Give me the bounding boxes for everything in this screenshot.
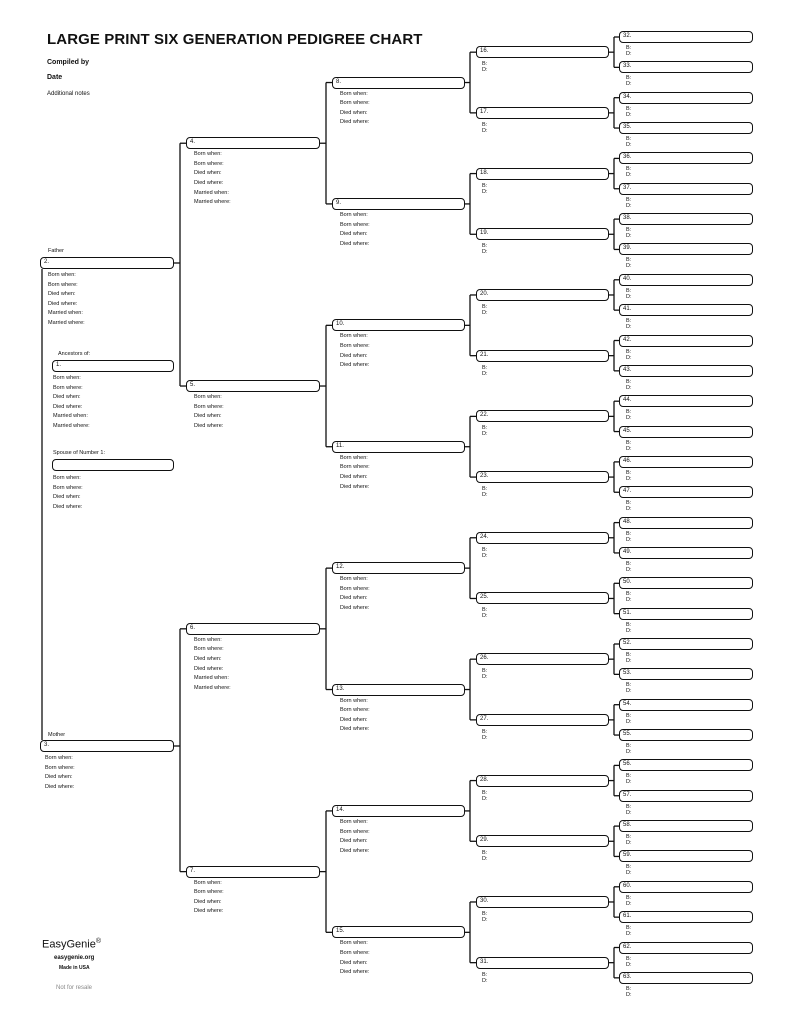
- person-box-7[interactable]: 7.: [186, 866, 320, 878]
- person-box-33[interactable]: 33.: [619, 61, 753, 73]
- field-label-married-where: Married where:: [194, 684, 231, 691]
- d-label: D:: [626, 779, 632, 786]
- b-label: B:: [482, 364, 488, 371]
- d-label: D:: [482, 734, 488, 741]
- b-label: B:: [626, 682, 632, 689]
- b-label: B:: [482, 546, 488, 553]
- field-label-died-where: Died where:: [340, 483, 370, 490]
- person-box-36[interactable]: 36.: [619, 152, 753, 164]
- d-label: D:: [626, 840, 632, 847]
- field-label-died-when: Died when:: [340, 716, 368, 723]
- b-label: B:: [482, 61, 488, 68]
- field-label-died-when: Died when:: [340, 109, 368, 116]
- field-label-died-where: Died where:: [340, 119, 370, 126]
- mother-label: Mother: [48, 732, 66, 738]
- person-box-48[interactable]: 48.: [619, 517, 753, 529]
- field-label-died-where: Died where:: [53, 403, 83, 410]
- person-box-12[interactable]: 12.: [332, 562, 465, 574]
- b-label: B:: [482, 971, 488, 978]
- field-label-died-where: Died where:: [340, 240, 370, 247]
- person-box-31[interactable]: 31.: [476, 957, 609, 969]
- b-label: B:: [626, 500, 632, 507]
- b-label: B:: [626, 196, 632, 203]
- d-label: D:: [626, 384, 632, 391]
- person-box-5[interactable]: 5.: [186, 380, 320, 392]
- d-label: D:: [626, 81, 632, 88]
- field-label-born-when: Born when:: [194, 636, 222, 643]
- person-box-26[interactable]: 26.: [476, 653, 609, 665]
- person-box-28[interactable]: 28.: [476, 775, 609, 787]
- b-label: B:: [626, 287, 632, 294]
- person-box-38[interactable]: 38.: [619, 213, 753, 225]
- brand-logo: EasyGenie®: [42, 938, 101, 951]
- d-label: D:: [482, 674, 488, 681]
- d-label: D:: [626, 111, 632, 118]
- person-box-27[interactable]: 27.: [476, 714, 609, 726]
- b-label: B:: [626, 227, 632, 234]
- person-box-59[interactable]: 59.: [619, 850, 753, 862]
- d-label: D:: [482, 492, 488, 499]
- person-box-13[interactable]: 13.: [332, 684, 465, 696]
- additional-notes-label: Additional notes: [47, 91, 90, 97]
- d-label: D:: [626, 263, 632, 270]
- person-box-18[interactable]: 18.: [476, 168, 609, 180]
- b-label: B:: [626, 105, 632, 112]
- person-box-47[interactable]: 47.: [619, 486, 753, 498]
- field-label-born-where: Born where:: [53, 484, 83, 491]
- field-label-born-where: Born where:: [194, 160, 224, 167]
- field-label-born-when: Born when:: [340, 576, 368, 583]
- person-box-40[interactable]: 40.: [619, 274, 753, 286]
- person-box-34[interactable]: 34.: [619, 92, 753, 104]
- d-label: D:: [482, 977, 488, 984]
- b-label: B:: [626, 45, 632, 51]
- b-label: B:: [482, 121, 488, 128]
- field-label-died-when: Died when:: [194, 170, 222, 177]
- field-label-married-when: Married when:: [48, 310, 83, 317]
- b-label: B:: [626, 75, 632, 82]
- d-label: D:: [482, 370, 488, 377]
- person-box-32[interactable]: 32.: [619, 31, 753, 43]
- d-label: D:: [482, 795, 488, 802]
- person-box-51[interactable]: 51.: [619, 608, 753, 620]
- person-box-11[interactable]: 11.: [332, 441, 465, 453]
- field-label-born-where: Born where:: [340, 828, 370, 835]
- b-label: B:: [482, 425, 488, 432]
- field-label-born-when: Born when:: [194, 879, 222, 886]
- person-box-4[interactable]: 4.: [186, 137, 320, 149]
- person-box-15[interactable]: 15.: [332, 926, 465, 938]
- field-label-died-where: Died where:: [194, 908, 224, 915]
- b-label: B:: [482, 486, 488, 493]
- b-label: B:: [482, 668, 488, 675]
- b-label: B:: [482, 789, 488, 796]
- d-label: D:: [626, 931, 632, 938]
- d-label: D:: [626, 475, 632, 482]
- d-label: D:: [626, 597, 632, 604]
- field-label-born-where: Born where:: [45, 764, 75, 771]
- d-label: D:: [626, 415, 632, 422]
- field-label-born-where: Born where:: [340, 464, 370, 471]
- d-label: D:: [626, 961, 632, 968]
- person-box-14[interactable]: 14.: [332, 805, 465, 817]
- field-label-died-when: Died when:: [45, 774, 73, 781]
- b-label: B:: [626, 955, 632, 962]
- d-label: D:: [482, 67, 488, 74]
- b-label: B:: [482, 850, 488, 857]
- b-label: B:: [626, 773, 632, 780]
- field-label-born-when: Born when:: [48, 272, 76, 278]
- b-label: B:: [626, 469, 632, 476]
- b-label: B:: [482, 303, 488, 310]
- field-label-died-when: Died when:: [53, 394, 81, 401]
- d-label: D:: [482, 916, 488, 923]
- page-title: LARGE PRINT SIX GENERATION PEDIGREE CHART: [47, 31, 423, 48]
- b-label: B:: [626, 743, 632, 750]
- b-label: B:: [626, 378, 632, 385]
- field-label-born-where: Born where:: [340, 342, 370, 349]
- d-label: D:: [626, 991, 632, 998]
- person-box-6[interactable]: 6.: [186, 623, 320, 635]
- person-box-10[interactable]: 10.: [332, 319, 465, 331]
- field-label-married-when: Married when:: [194, 675, 229, 682]
- field-label-born-where: Born where:: [340, 221, 370, 228]
- field-label-died-when: Died when:: [340, 838, 368, 845]
- field-label-died-when: Died when:: [340, 595, 368, 602]
- d-label: D:: [626, 870, 632, 877]
- person-box-56[interactable]: 56.: [619, 759, 753, 771]
- d-label: D:: [482, 613, 488, 620]
- field-label-born-when: Born when:: [53, 375, 81, 381]
- d-label: D:: [482, 188, 488, 195]
- person-box-45[interactable]: 45.: [619, 426, 753, 438]
- person-box-2[interactable]: 2.: [40, 257, 174, 269]
- b-label: B:: [482, 182, 488, 189]
- person-box-1[interactable]: 1.: [52, 360, 174, 372]
- spouse-label: Spouse of Number 1:: [53, 450, 105, 456]
- field-label-born-where: Born where:: [194, 403, 224, 410]
- person-box-43[interactable]: 43.: [619, 365, 753, 377]
- b-label: B:: [482, 607, 488, 614]
- person-box-42[interactable]: 42.: [619, 335, 753, 347]
- field-label-born-when: Born when:: [340, 818, 368, 825]
- b-label: B:: [626, 864, 632, 871]
- field-label-born-where: Born where:: [48, 281, 78, 288]
- field-label-died-where: Died where:: [48, 300, 78, 307]
- d-label: D:: [626, 445, 632, 452]
- brand-url: easygenie.org: [54, 955, 95, 961]
- person-box-17[interactable]: 17.: [476, 107, 609, 119]
- person-box-44[interactable]: 44.: [619, 395, 753, 407]
- ancestors-of-label: Ancestors of:: [58, 351, 91, 357]
- field-label-born-where: Born where:: [340, 100, 370, 107]
- b-label: B:: [626, 409, 632, 416]
- d-label: D:: [626, 354, 632, 361]
- made-in-label: Made in USA: [59, 965, 90, 971]
- d-label: D:: [626, 293, 632, 300]
- field-label-died-where: Died where:: [340, 847, 370, 854]
- b-label: B:: [626, 621, 632, 628]
- date-label: Date: [47, 74, 63, 81]
- field-label-died-when: Died when:: [340, 959, 368, 966]
- b-label: B:: [626, 925, 632, 932]
- b-label: B:: [626, 257, 632, 264]
- d-label: D:: [626, 658, 632, 664]
- person-box-37[interactable]: 37.: [619, 183, 753, 195]
- field-label-died-where: Died where:: [340, 362, 370, 369]
- spouse-box[interactable]: [52, 459, 174, 471]
- field-label-died-when: Died when:: [340, 473, 368, 480]
- field-label-died-when: Died when:: [340, 231, 368, 238]
- b-label: B:: [626, 834, 632, 841]
- person-box-39[interactable]: 39.: [619, 243, 753, 255]
- d-label: D:: [626, 749, 632, 756]
- d-label: D:: [626, 172, 632, 179]
- person-box-21[interactable]: 21.: [476, 350, 609, 362]
- field-label-born-where: Born where:: [53, 384, 83, 391]
- b-label: B:: [626, 439, 632, 446]
- field-label-married-where: Married where:: [53, 423, 90, 429]
- d-label: D:: [626, 688, 632, 695]
- field-label-died-where: Died where:: [53, 503, 83, 510]
- person-box-60[interactable]: 60.: [619, 881, 753, 893]
- person-box-55[interactable]: 55.: [619, 729, 753, 741]
- field-label-died-where: Died where:: [194, 422, 224, 429]
- b-label: B:: [626, 712, 632, 719]
- field-label-born-where: Born where:: [340, 949, 370, 956]
- person-box-29[interactable]: 29.: [476, 835, 609, 847]
- person-box-50[interactable]: 50.: [619, 577, 753, 589]
- person-box-61[interactable]: 61.: [619, 911, 753, 923]
- d-label: D:: [482, 127, 488, 134]
- field-label-born-when: Born when:: [53, 475, 81, 481]
- person-box-30[interactable]: 30.: [476, 896, 609, 908]
- b-label: B:: [482, 910, 488, 917]
- field-label-died-where: Died where:: [45, 783, 75, 790]
- field-label-born-where: Born where:: [340, 585, 370, 592]
- person-box-62[interactable]: 62.: [619, 942, 753, 954]
- d-label: D:: [482, 431, 488, 438]
- d-label: D:: [482, 249, 488, 256]
- b-label: B:: [626, 166, 632, 173]
- person-box-22[interactable]: 22.: [476, 410, 609, 422]
- person-box-54[interactable]: 54.: [619, 699, 753, 711]
- d-label: D:: [482, 309, 488, 316]
- d-label: D:: [626, 809, 632, 816]
- field-label-born-when: Born when:: [194, 151, 222, 158]
- person-box-9[interactable]: 9.: [332, 198, 465, 210]
- b-label: B:: [626, 560, 632, 567]
- person-box-35[interactable]: 35.: [619, 122, 753, 134]
- b-label: B:: [626, 803, 632, 810]
- b-label: B:: [626, 652, 632, 658]
- d-label: D:: [626, 627, 632, 634]
- field-label-died-when: Died when:: [194, 413, 222, 420]
- field-label-born-when: Born when:: [340, 333, 368, 340]
- field-label-born-where: Born where:: [194, 889, 224, 896]
- d-label: D:: [626, 202, 632, 209]
- b-label: B:: [626, 136, 632, 143]
- person-box-23[interactable]: 23.: [476, 471, 609, 483]
- d-label: D:: [626, 566, 632, 573]
- d-label: D:: [626, 900, 632, 907]
- b-label: B:: [482, 728, 488, 735]
- person-box-57[interactable]: 57.: [619, 790, 753, 802]
- b-label: B:: [482, 243, 488, 250]
- person-box-8[interactable]: 8.: [332, 77, 465, 89]
- field-label-born-when: Born when:: [340, 940, 368, 947]
- field-label-married-when: Married when:: [53, 413, 88, 420]
- b-label: B:: [626, 591, 632, 598]
- field-label-died-where: Died where:: [194, 665, 224, 672]
- field-label-married-when: Married when:: [194, 189, 229, 196]
- field-label-born-when: Born when:: [340, 90, 368, 97]
- field-label-died-when: Died when:: [194, 898, 222, 905]
- compiled-by-label: Compiled by: [47, 59, 90, 66]
- person-box-52[interactable]: 52.: [619, 638, 753, 650]
- field-label-born-where: Born where:: [194, 646, 224, 653]
- d-label: D:: [626, 233, 632, 240]
- d-label: D:: [482, 552, 488, 559]
- person-box-24[interactable]: 24.: [476, 532, 609, 544]
- field-label-born-when: Born when:: [340, 454, 368, 461]
- person-box-63[interactable]: 63.: [619, 972, 753, 984]
- field-label-born-when: Born when:: [45, 755, 73, 761]
- person-box-3[interactable]: 3.: [40, 740, 174, 752]
- d-label: D:: [626, 506, 632, 513]
- b-label: B:: [626, 318, 632, 325]
- field-label-born-when: Born when:: [194, 394, 222, 401]
- person-box-53[interactable]: 53.: [619, 668, 753, 680]
- field-label-born-where: Born where:: [340, 707, 370, 714]
- field-label-died-where: Died where:: [340, 726, 370, 733]
- person-box-49[interactable]: 49.: [619, 547, 753, 559]
- d-label: D:: [482, 856, 488, 863]
- d-label: D:: [626, 51, 632, 57]
- person-box-20[interactable]: 20.: [476, 289, 609, 301]
- resale-notice: Not for resale: [56, 985, 93, 991]
- b-label: B:: [626, 530, 632, 537]
- father-label: Father: [48, 248, 64, 254]
- d-label: D:: [626, 142, 632, 149]
- person-box-58[interactable]: 58.: [619, 820, 753, 832]
- d-label: D:: [626, 718, 632, 725]
- person-box-41[interactable]: 41.: [619, 304, 753, 316]
- field-label-born-when: Born when:: [340, 211, 368, 218]
- d-label: D:: [626, 536, 632, 543]
- b-label: B:: [626, 348, 632, 355]
- person-box-46[interactable]: 46.: [619, 456, 753, 468]
- field-label-died-where: Died where:: [340, 969, 370, 976]
- field-label-born-when: Born when:: [340, 697, 368, 704]
- field-label-died-when: Died when:: [194, 656, 222, 663]
- field-label-married-where: Married where:: [194, 199, 231, 206]
- field-label-married-where: Married where:: [48, 320, 85, 326]
- b-label: B:: [626, 985, 632, 992]
- field-label-died-where: Died where:: [340, 604, 370, 611]
- b-label: B:: [626, 894, 632, 901]
- field-label-died-when: Died when:: [53, 494, 81, 501]
- field-label-died-when: Died when:: [48, 291, 76, 298]
- person-box-19[interactable]: 19.: [476, 228, 609, 240]
- field-label-died-where: Died where:: [194, 180, 224, 187]
- person-box-16[interactable]: 16.: [476, 46, 609, 58]
- field-label-died-when: Died when:: [340, 352, 368, 359]
- person-box-25[interactable]: 25.: [476, 592, 609, 604]
- d-label: D:: [626, 324, 632, 331]
